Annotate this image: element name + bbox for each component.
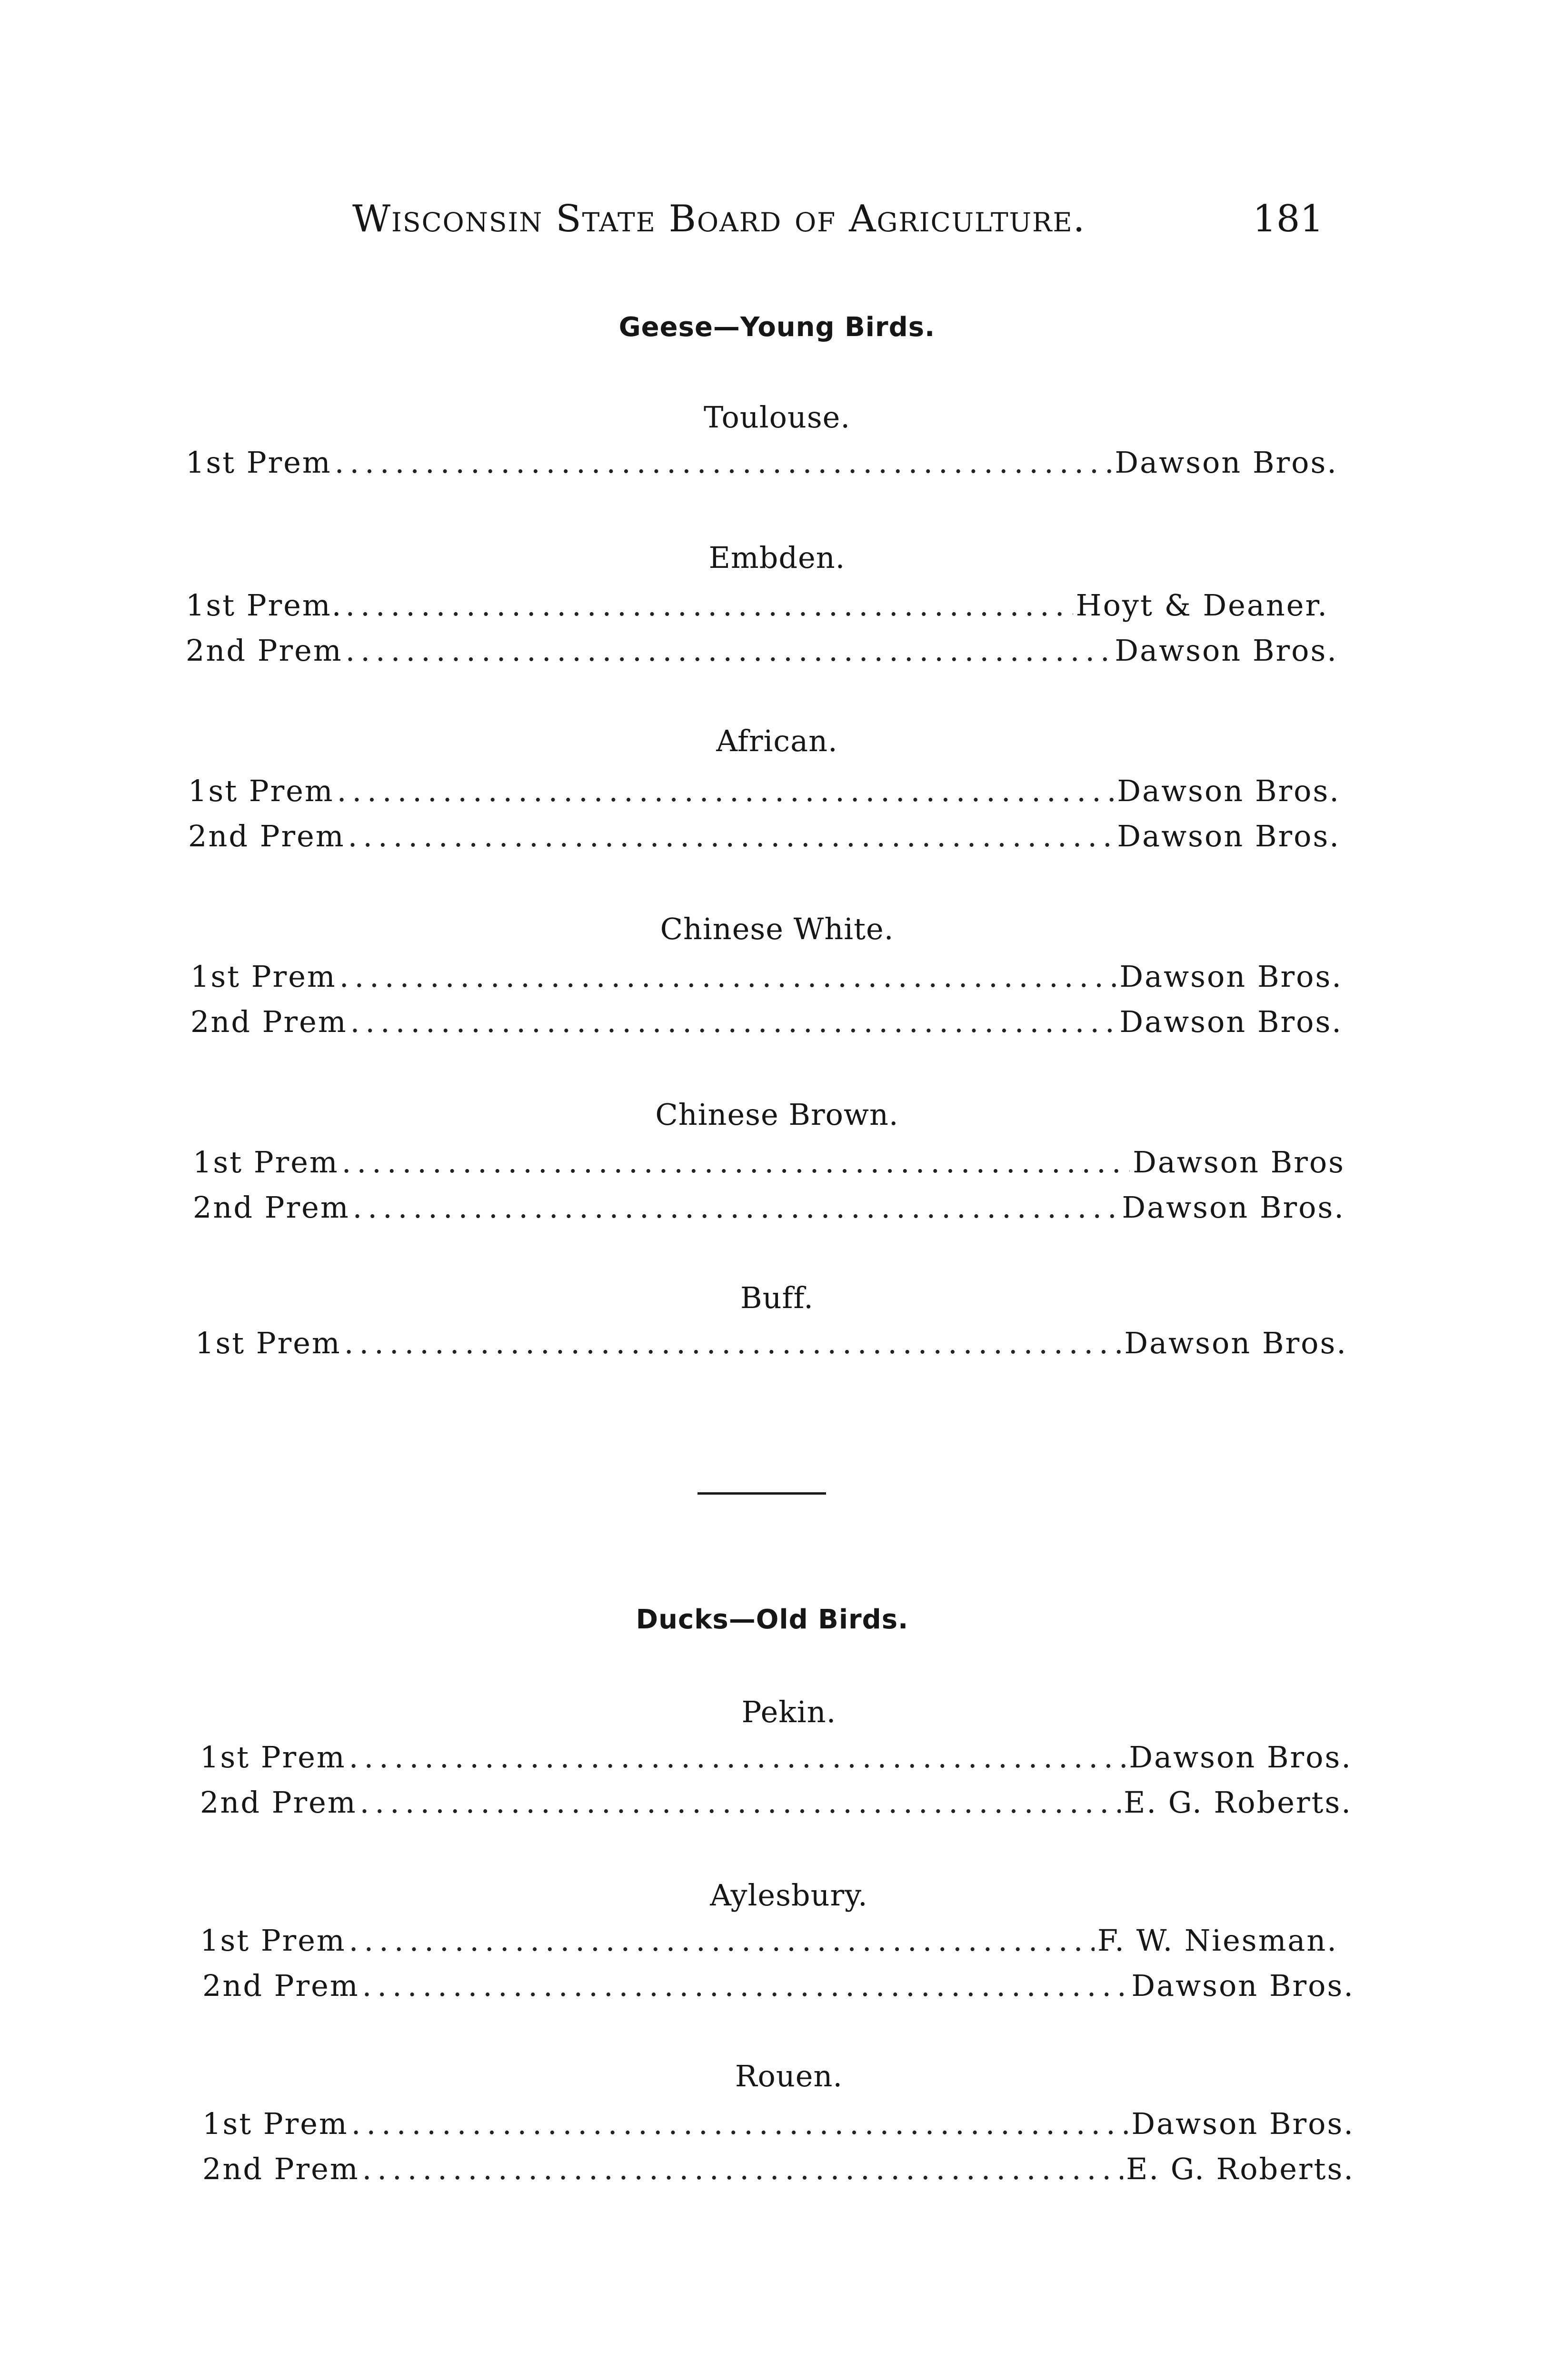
breed-heading-buff: Buff. (740, 1280, 814, 1315)
award-row (200, 1740, 1352, 1778)
award-place: 2nd Prem (200, 1785, 357, 1820)
dot-leader (344, 1326, 1122, 1360)
award-winner: E. G. Roberts. (1126, 2152, 1355, 2186)
award-place: 1st Prem (202, 2106, 349, 2141)
section-heading-ducks: Ducks—Old Birds. (636, 1604, 909, 1635)
award-row (190, 1004, 1343, 1042)
award-place: 2nd Prem (193, 1190, 350, 1225)
section-heading-geese: Geese—Young Birds. (618, 312, 936, 343)
award-winner: F. W. Niesman. (1097, 1923, 1338, 1958)
breed-heading-african: African. (716, 724, 838, 758)
award-row (188, 774, 1340, 812)
award-row (202, 2106, 1355, 2144)
award-winner: Dawson Bros. (1115, 633, 1338, 668)
dot-leader (353, 1190, 1119, 1225)
award-place: 1st Prem (200, 1923, 346, 1958)
dot-leader (350, 1004, 1117, 1039)
breed-heading-toulouse: Toulouse. (703, 400, 851, 435)
award-place: 1st Prem. (186, 588, 343, 623)
award-place: 1st Prem (190, 959, 337, 994)
running-title: Wisconsin State Board of Agriculture. (352, 198, 1086, 240)
dot-leader (335, 445, 1112, 480)
award-row (193, 1190, 1345, 1228)
award-winner: Dawson Bros. (1131, 1968, 1355, 2003)
award-place: 1st Prem (200, 1740, 346, 1775)
dot-leader (349, 1740, 1126, 1775)
award-winner: Dawson Bros. (1115, 445, 1338, 480)
breed-heading-pekin: Pekin. (741, 1695, 837, 1729)
award-winner: Dawson Bros. (1131, 2106, 1355, 2141)
award-row (195, 1326, 1347, 1364)
page-number: 181 (1253, 198, 1324, 240)
award-winner: Dawson Bros. (1129, 1740, 1352, 1775)
dot-leader (337, 774, 1115, 808)
award-winner: E. G. Roberts. (1124, 1785, 1352, 1820)
award-place: 1st Prem (195, 1326, 341, 1360)
award-winner: Dawson Bros. (1117, 819, 1340, 853)
award-place: 2nd Prem (202, 1968, 359, 2003)
section-divider (697, 1492, 826, 1495)
award-row (200, 1923, 1338, 1961)
dot-leader (360, 1785, 1121, 1820)
award-winner: Dawson Bros (1133, 1145, 1345, 1180)
dot-leader (339, 959, 1117, 994)
award-winner: Dawson Bros. (1119, 1004, 1343, 1039)
award-row (202, 1968, 1355, 2006)
award-row (200, 1785, 1352, 1823)
award-row (190, 959, 1343, 997)
award-row (186, 633, 1338, 671)
breed-heading-chinese-white: Chinese White. (660, 912, 894, 946)
dot-leader (342, 1145, 1130, 1180)
award-place: 1st Prem (193, 1145, 339, 1180)
dot-leader (362, 1968, 1129, 2003)
award-winner: Hoyt & Deaner. (1076, 588, 1328, 623)
dot-leader (351, 2106, 1129, 2141)
breed-heading-chinese-brown: Chinese Brown. (655, 1097, 899, 1132)
dot-leader (362, 2152, 1124, 2186)
award-row (188, 819, 1340, 857)
dot-leader (349, 1923, 1095, 1958)
award-place: 1st Prem (188, 774, 334, 808)
award-place: 2nd Prem (190, 1004, 348, 1039)
award-row (186, 445, 1338, 483)
award-row (193, 1145, 1345, 1183)
dot-leader (348, 819, 1115, 853)
award-place: 1st Prem (186, 445, 332, 480)
award-place: 2nd Prem (202, 2152, 359, 2186)
award-place: 2nd Prem (186, 633, 343, 668)
award-winner: Dawson Bros. (1124, 1326, 1347, 1360)
breed-heading-rouen: Rouen. (735, 2059, 843, 2093)
award-winner: Dawson Bros. (1117, 774, 1340, 808)
dot-leader (346, 633, 1112, 668)
award-winner: Dawson Bros. (1122, 1190, 1345, 1225)
award-place: 2nd Prem (188, 819, 345, 853)
breed-heading-aylesbury: Aylesbury. (710, 1878, 868, 1913)
dot-leader (345, 588, 1073, 623)
running-head (352, 198, 1324, 250)
award-winner: Dawson Bros. (1119, 959, 1343, 994)
award-row (202, 2152, 1355, 2190)
breed-heading-embden: Embden. (708, 540, 846, 575)
award-row (186, 588, 1328, 626)
